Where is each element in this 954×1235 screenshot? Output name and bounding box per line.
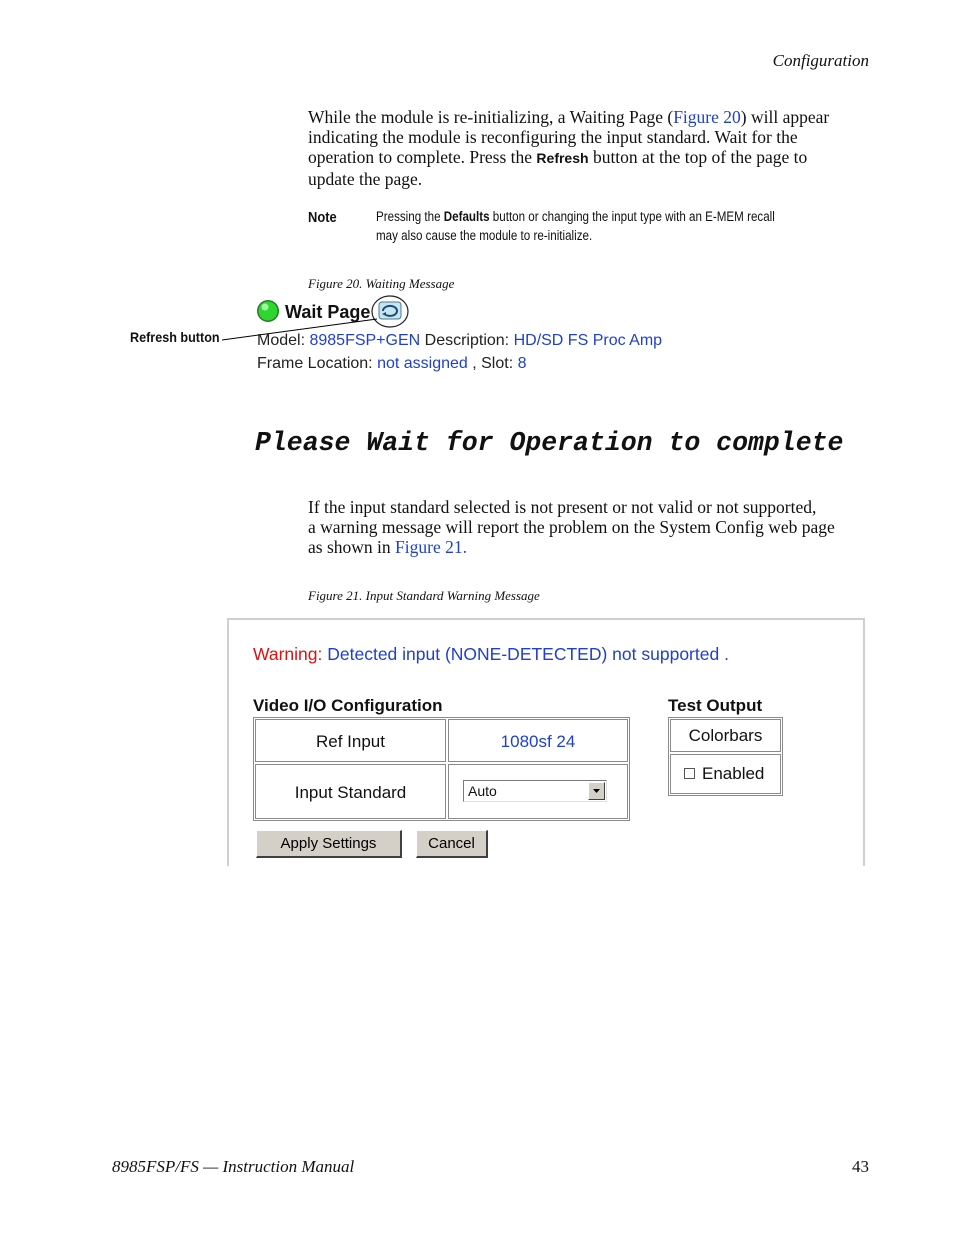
note-label: Note: [308, 209, 337, 226]
para2-line2: a warning message will report the problem on the System Config web page: [308, 517, 835, 538]
input-standard-label: Input Standard: [255, 764, 446, 819]
description-value: HD/SD FS Proc Amp: [513, 332, 663, 349]
note-line1: Pressing the Defaults button or changing the input type with an E-MEM recall: [376, 209, 775, 224]
para1-line2: indicating the module is reconfiguring the input standard. Wait for the: [308, 127, 798, 148]
figure21-link[interactable]: Figure 21: [395, 537, 463, 558]
figure21-caption: Figure 21. Input Standard Warning Message: [308, 588, 540, 603]
para1-line3-b: button at the top of the page to: [588, 147, 808, 168]
input-standard-select[interactable]: [463, 780, 607, 802]
frame-line: Frame Location: not assigned , Slot: 8: [257, 355, 527, 372]
figure20-link[interactable]: Figure 20: [673, 107, 741, 127]
para1-line4: update the page.: [308, 168, 423, 189]
cancel-button[interactable]: Cancel: [416, 830, 488, 858]
refresh-keyword: Refresh: [536, 150, 589, 167]
warning-paragraph: If the input standard selected is not present or not valid or not supported, a warning message will report the problem on the System Config web page as shown in Figure 21.: [308, 497, 878, 558]
running-header: Configuration: [772, 51, 869, 70]
test-output-heading: Test Output: [668, 696, 763, 715]
footer-manual-title: 8985FSP/FS — Instruction Manual: [112, 1157, 355, 1176]
please-wait-message: Please Wait for Operation to complete: [255, 428, 844, 458]
refresh-button-callout: Refresh button: [130, 329, 220, 345]
colorbars-label: Colorbars: [670, 719, 781, 752]
apply-settings-button[interactable]: Apply Settings: [256, 830, 402, 858]
page-number: 43: [852, 1157, 869, 1176]
input-standard-value: Auto: [468, 783, 497, 799]
chevron-down-icon[interactable]: [588, 782, 605, 800]
para1-line1-a: While the module is re-initializing, a Waiting Page (: [308, 107, 674, 127]
ref-input-value: 1080sf 24: [448, 719, 628, 762]
model-value: 8985FSP+GEN: [309, 332, 421, 349]
enabled-checkbox[interactable]: [684, 768, 695, 779]
para1-line3-a: operation to complete. Press the: [308, 147, 537, 168]
ref-input-label: Ref Input: [255, 719, 446, 762]
defaults-keyword: Defaults: [443, 209, 490, 224]
slot-value: 8: [517, 355, 527, 372]
figure20-caption: Figure 20. Waiting Message: [308, 276, 455, 291]
model-line: Model: 8985FSP+GEN Description: HD/SD FS Proc Amp: [257, 332, 663, 349]
enabled-label: Enabled: [702, 764, 765, 783]
wait-page-title: Wait Page: [285, 302, 371, 322]
frame-location-value: not assigned: [377, 355, 468, 372]
intro-paragraph: [308, 107, 878, 189]
warning-message: Warning: Detected input (NONE-DETECTED) not supported .: [253, 644, 729, 664]
video-io-heading: Video I/O Configuration: [253, 696, 443, 715]
para1-line1-b: ) will appear: [740, 107, 830, 127]
para2-line1: If the input standard selected is not present or not valid or not supported,: [308, 497, 817, 517]
note-line2: may also cause the module to re-initialize.: [376, 228, 593, 243]
